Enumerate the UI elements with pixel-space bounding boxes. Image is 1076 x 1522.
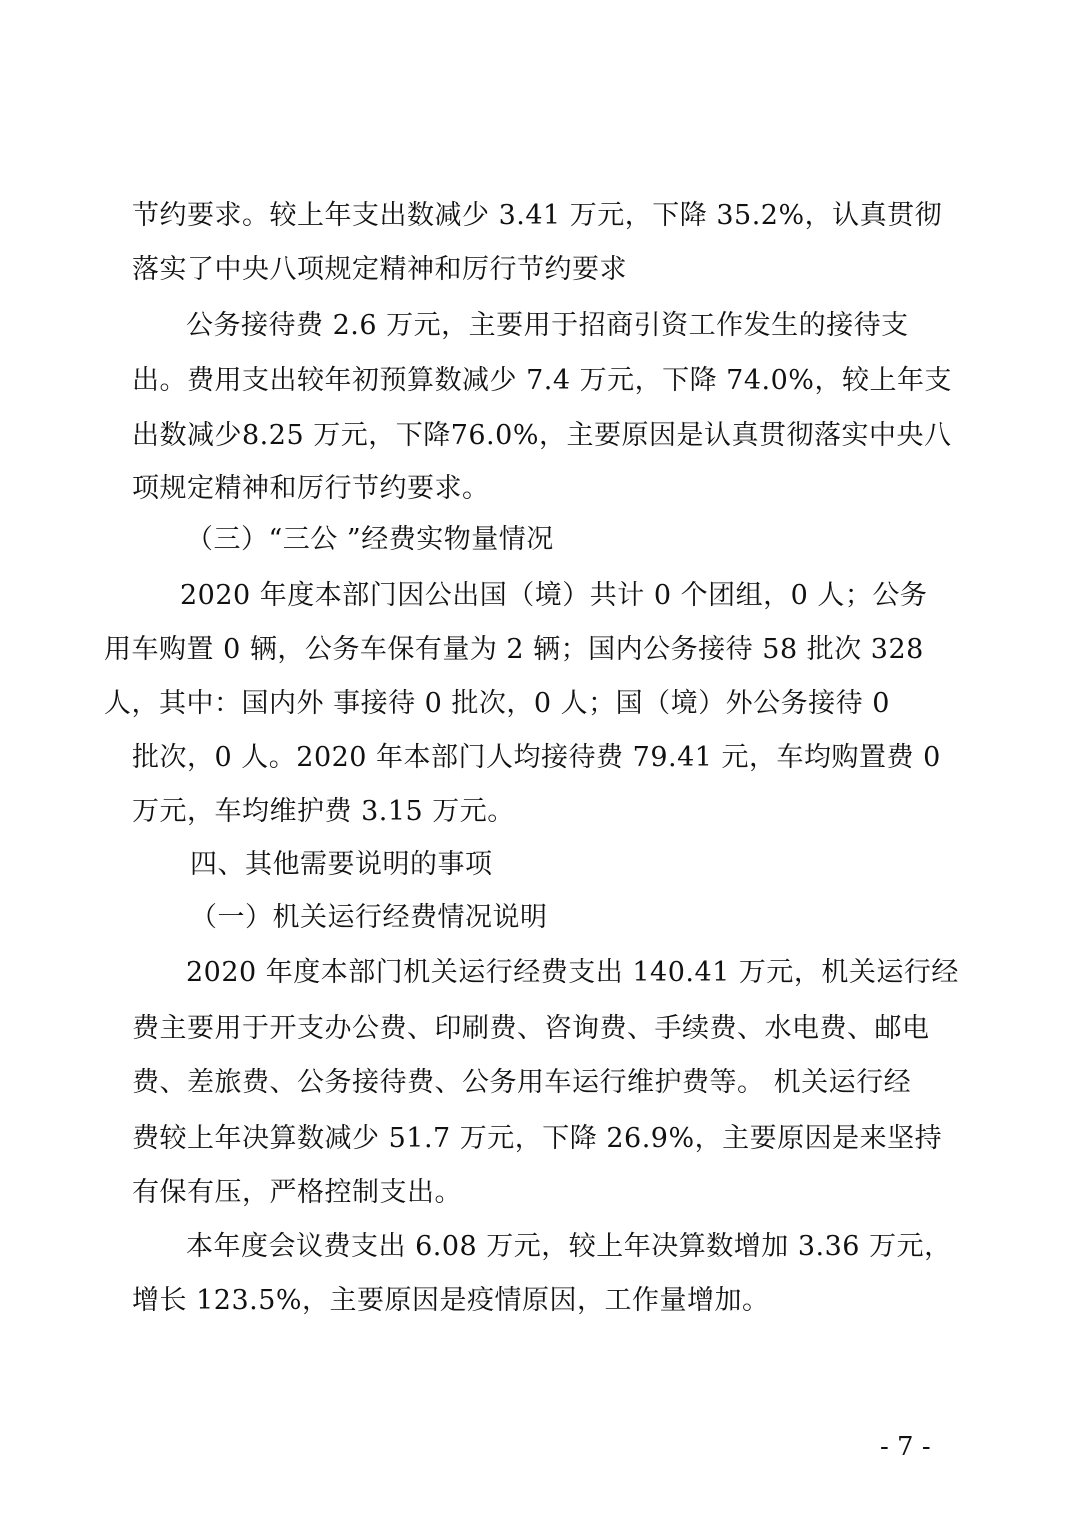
text-line-21: 增长 123.5%，主要原因是疫情原因，工作量增加。: [132, 1285, 770, 1316]
text-line-2: 落实了中央八项规定精神和厉行节约要求: [132, 254, 627, 285]
text-line-11: 批次，0 人。2020 年本部门人均接待费 79.41 元，车均购置费 0: [132, 742, 941, 773]
text-line-4: 出。费用支出较年初预算数减少 7.4 万元，下降 74.0%，较上年支: [132, 365, 952, 396]
text-line-3: 公务接待费 2.6 万元，主要用于招商引资工作发生的接待支: [186, 310, 909, 341]
text-line-6: 项规定精神和厉行节约要求。: [132, 473, 490, 504]
text-line-19: 有保有压，严格控制支出。: [132, 1177, 462, 1208]
text-line-18: 费较上年决算数减少 51.7 万元，下降 26.9%，主要原因是来坚持: [132, 1123, 943, 1154]
text-line-15: 2020 年度本部门机关运行经费支出 140.41 万元，机关运行经: [186, 957, 959, 988]
section-heading-4: 四、其他需要说明的事项: [190, 849, 493, 880]
text-line-8: 2020 年度本部门因公出国（境）共计 0 个团组，0 人；公务: [180, 580, 928, 611]
text-line-1: 节约要求。较上年支出数减少 3.41 万元，下降 35.2%，认真贯彻: [132, 200, 943, 231]
text-line-16: 费主要用于开支办公费、印刷费、咨询费、手续费、水电费、邮电: [132, 1013, 930, 1044]
subsection-heading-1: （一）机关运行经费情况说明: [190, 902, 548, 933]
text-line-10: 人，其中：国内外 事接待 0 批次，0 人；国（境）外公务接待 0: [104, 688, 890, 719]
section-heading-3: （三）“三公 ”经费实物量情况: [186, 524, 554, 555]
page-number: - 7 -: [880, 1432, 931, 1462]
text-line-12: 万元，车均维护费 3.15 万元。: [132, 796, 515, 827]
text-line-5: 出数减少8.25 万元，下降76.0%，主要原因是认真贯彻落实中央八: [132, 420, 952, 451]
text-line-9: 用车购置 0 辆，公务车保有量为 2 辆；国内公务接待 58 批次 328: [104, 634, 924, 665]
text-line-20: 本年度会议费支出 6.08 万元，较上年决算数增加 3.36 万元，: [186, 1231, 952, 1262]
text-line-17: 费、差旅费、公务接待费、公务用车运行维护费等。 机关运行经: [132, 1067, 912, 1098]
